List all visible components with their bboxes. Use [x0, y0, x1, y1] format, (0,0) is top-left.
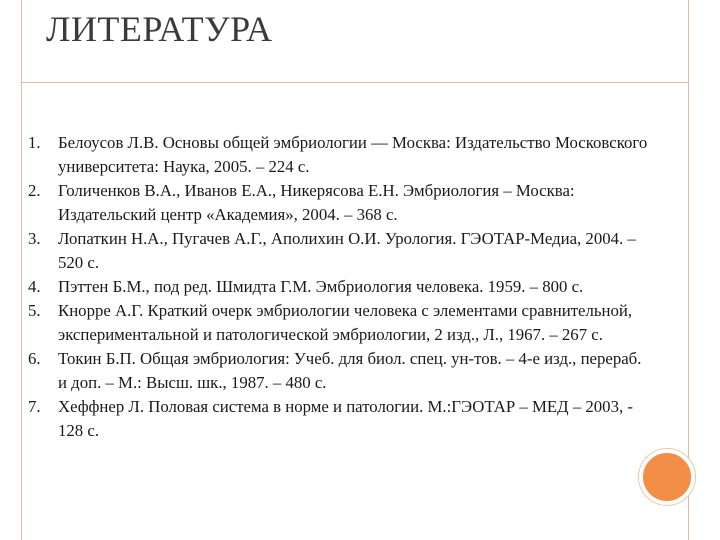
reference-number: 1.: [28, 133, 41, 152]
reference-number: 4.: [28, 277, 41, 296]
reference-list: [28, 131, 688, 443]
reference-line: Голиченков В.А., Иванов Е.А., Никерясова Е.Н. Эмбриология – Москва:: [58, 181, 575, 200]
reference-number: 7.: [28, 397, 41, 416]
reference-item: [28, 347, 688, 395]
reference-line: Токин Б.П. Общая эмбриология: Учеб. для биол. спец. ун-тов. – 4-е изд., перераб.: [58, 349, 642, 368]
reference-line: Хеффнер Л. Половая система в норме и патологии. М.:ГЭОТАР – МЕД – 2003, -: [58, 397, 633, 416]
reference-number: 2.: [28, 181, 41, 200]
reference-number: 5.: [28, 301, 41, 320]
reference-item: [28, 299, 688, 347]
reference-item: [28, 179, 688, 227]
reference-line: 520 с.: [58, 253, 100, 272]
reference-line: экспериментальной и патологической эмбриологии, 2 изд., Л., 1967. – 267 с.: [58, 325, 603, 344]
reference-line: 128 с.: [58, 421, 100, 440]
reference-item: [28, 275, 688, 299]
reference-line: Лопаткин Н.А., Пугачев А.Г., Аполихин О.И. Урология. ГЭОТАР-Медиа, 2004. –: [58, 229, 636, 248]
reference-line: университета: Наука, 2005. – 224 с.: [58, 157, 310, 176]
frame-top-line: [21, 82, 689, 83]
reference-line: Белоусов Л.В. Основы общей эмбриологии — Москва: Издательство Московского: [58, 133, 648, 152]
reference-number: 3.: [28, 229, 41, 248]
reference-line: Издательский центр «Академия», 2004. – 368 с.: [58, 205, 398, 224]
page-title: ЛИТЕРАТУРА: [46, 9, 273, 49]
frame-left-line: [21, 0, 22, 540]
reference-number: 6.: [28, 349, 41, 368]
reference-item: [28, 395, 688, 443]
reference-line: Кнорре А.Г. Краткий очерк эмбриологии человека с элементами сравнительной,: [58, 301, 633, 320]
reference-line: и доп. – М.: Высш. шк., 1987. – 480 с.: [58, 373, 327, 392]
reference-line: Пэттен Б.М., под ред. Шмидта Г.М. Эмбриология человека. 1959. – 800 с.: [58, 277, 584, 296]
orange-circle-decoration: [639, 449, 695, 505]
reference-item: [28, 131, 688, 179]
reference-item: [28, 227, 688, 275]
